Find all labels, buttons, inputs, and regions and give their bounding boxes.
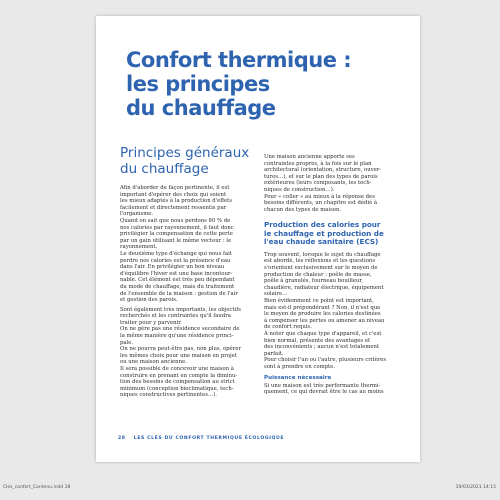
text-line: contraintes propres, à la fois sur le plan xyxy=(264,160,372,167)
right-column-intro-text xyxy=(264,154,397,213)
text-line: besoins différents, un chapitre est dédié à xyxy=(264,200,378,207)
text-line: Pour choisir l'un ou l'autre, plusieurs critères xyxy=(264,357,387,364)
text-line: mais est-il prépondérant ? Non, il n'est que xyxy=(264,304,381,311)
section-heading-line: l'eau chaude sanitaire (ECS) xyxy=(264,237,379,247)
text-line: Afin d'aborder de façon pertinente, il est xyxy=(120,185,230,191)
paragraph xyxy=(264,383,397,396)
text-line: s'orientent exclusivement sur le moyen de xyxy=(264,265,378,272)
text-line: solaire… xyxy=(264,291,288,298)
text-line: l'organisme. xyxy=(120,211,154,218)
text-line: Une maison ancienne apporte ses xyxy=(264,154,355,160)
text-line: par un gain utilisant le même vecteur : le xyxy=(120,237,232,244)
paragraph xyxy=(264,252,397,371)
text-line: sont à prendre en compte. xyxy=(264,363,335,370)
text-line: le moyen de produire les calories destinées xyxy=(264,311,381,318)
book-page xyxy=(96,16,420,462)
right-column-end-text xyxy=(264,383,397,396)
text-line: parfait. xyxy=(264,350,284,357)
section-heading-line: Principes généraux xyxy=(120,145,250,161)
text-line: bien normal, présente des avantages et xyxy=(264,337,371,344)
chapter-title-line: Confort thermique : xyxy=(126,48,352,72)
left-column-text xyxy=(120,185,253,399)
print-slug-date: 19/03/2021 14:15 xyxy=(455,485,496,490)
text-line: niques constructives pertinentes…). xyxy=(120,392,217,399)
text-line: construire en prenant en compte la diminu- xyxy=(120,372,238,379)
text-line: Pour « coller » au mieux à la réponse des xyxy=(264,193,375,200)
right-column-text xyxy=(264,252,397,371)
text-line: Quand on sait que nous perdons 80 % de xyxy=(120,217,231,224)
text-line: d'équilibre l'hiver est une base incontour- xyxy=(120,270,233,277)
section-heading-line: le chauffage et production de xyxy=(264,228,384,238)
text-line: des inconvénients ; aucun n'est totalement xyxy=(264,344,380,351)
text-line: ou une maison ancienne. xyxy=(120,359,187,366)
text-line: pale. xyxy=(120,339,134,346)
section-heading-principes xyxy=(120,145,253,177)
text-line: rayonnement. xyxy=(120,244,158,251)
text-line: important d'opérer des choix qui soient xyxy=(120,191,227,198)
text-line: On ne gère pas une résidence secondaire de xyxy=(120,326,240,333)
text-line: recherchés et les contraintes qu'il faudra xyxy=(120,313,231,320)
text-line: privilégier la compensation de cette perte xyxy=(120,231,233,238)
text-line: Le deuxième type d'échange qui nous fait xyxy=(120,250,232,257)
text-line: poêle à granulés, fourneau bouilleur, xyxy=(264,278,364,285)
text-line: À noter que chaque type d'appareil, et c'est xyxy=(264,330,382,337)
text-line: Il sera possible de concevoir une maison à xyxy=(120,366,234,373)
text-line: traiter pour y parvenir. xyxy=(120,319,182,326)
text-line: Trop souvent, lorsque le sujet du chauffage xyxy=(264,251,381,258)
text-line: Si une maison est très performante thermi- xyxy=(264,382,381,389)
text-line: la même manière qu'une résidence princi- xyxy=(120,333,234,340)
text-line: nos calories par rayonnement, il faut donc xyxy=(120,224,234,231)
text-line: nable. Cet élément est très peu dépendant xyxy=(120,277,235,284)
text-line: quement, ce qui devrait être le cas au moins xyxy=(264,389,384,396)
paragraph xyxy=(264,154,397,213)
text-line: à compenser les pertes ou amener au niveau xyxy=(264,317,385,324)
text-line: Sont également très importants, les objectifs xyxy=(120,306,241,313)
text-line: On ne pourra peut-être pas, non plus, opérer xyxy=(120,346,241,353)
text-line: tures…), et sur le plan des types de parois xyxy=(264,173,378,180)
subsection-heading-puissance: Puissance nécessaire xyxy=(264,374,332,381)
text-line: de confort requis. xyxy=(264,324,312,331)
text-line: chaudière, radiateur électrique, équipement xyxy=(264,284,384,291)
text-line: minimum (conception bioclimatique, tech- xyxy=(120,385,234,392)
text-line: facilement et directement ressentis par xyxy=(120,204,227,211)
text-line: production de chaleur : poêle de masse, xyxy=(264,271,372,278)
page-footer xyxy=(118,436,284,441)
text-line: Bien évidemment ce point est important, xyxy=(264,298,374,304)
section-heading-line: du chauffage xyxy=(120,161,209,177)
text-line: de l'ensemble de la maison : gestion de l'air xyxy=(120,290,238,297)
left-column xyxy=(120,145,253,402)
section-heading-production xyxy=(264,221,397,247)
text-line: les mieux adaptés à la production d'effets xyxy=(120,198,233,205)
text-line: les mêmes choix pour une maison en projet xyxy=(120,352,237,359)
text-line: architectural (orientation, structure, ouver- xyxy=(264,167,382,174)
text-line: est abordé, les réflexions et les questions xyxy=(264,258,376,265)
running-title: LES CLÉS DU CONFORT THERMIQUE ÉCOLOGIQUE xyxy=(133,436,285,441)
chapter-title-line: du chauffage xyxy=(126,96,276,120)
paragraph xyxy=(120,185,253,304)
paragraph xyxy=(120,307,253,399)
right-column xyxy=(264,154,397,399)
text-line: chacun des types de maison. xyxy=(264,206,342,213)
text-line: perdre nos calories est la présence d'eau xyxy=(120,257,231,264)
chapter-title xyxy=(126,48,406,120)
text-line: extérieures (leurs composants, les tech- xyxy=(264,180,372,187)
text-line: et gestion des parois. xyxy=(120,297,178,304)
text-line: dans l'air. En privilégier un bon niveau xyxy=(120,264,225,271)
section-heading-line: Production des calories pour xyxy=(264,220,381,230)
text-line: niques de construction…). xyxy=(264,186,335,193)
text-line: tion des besoins de compensation au strict xyxy=(120,379,235,386)
page-number: 28 xyxy=(118,436,126,441)
print-slug-file: Cles_confort_Contenu.indd 28 xyxy=(3,485,71,490)
chapter-title-line: les principes xyxy=(126,72,270,96)
text-line: du mode de chauffage, mais du traitement xyxy=(120,283,235,290)
